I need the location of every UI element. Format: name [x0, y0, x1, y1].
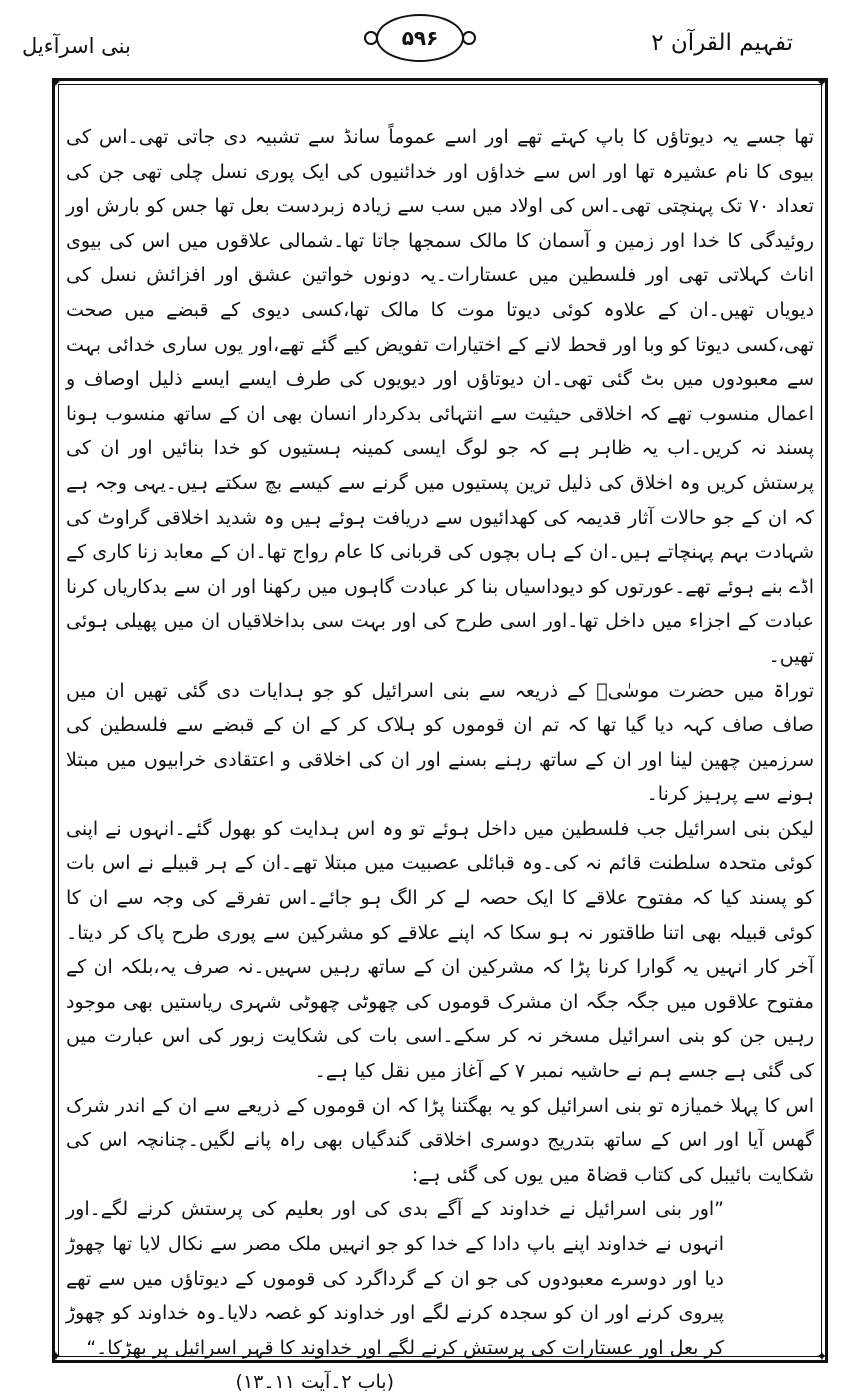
paragraph: لیکن بنی اسرائیل جب فلسطین میں داخل ہوئے تو وہ اس ہدایت کو بھول گئے۔انہوں نے اپنی کوئی متحدہ سلطنت قائم نہ کی۔وہ قبائلی عصبیت میں مبتلا تھے۔ان کے ہر قبیلے نے اس بات کو پسند کیا کہ مفتوح علاقے کا ایک حصہ لے کر الگ ہو جائے۔اس تفرقے کی وجہ سے ان کا کوئی قبیلہ بھی اتنا طاقتور نہ ہو سکا کہ اپنے علاقے کو مشرکین سے پوری طرح پاک کر دیتا۔آخر کار انہیں یہ گوارا کرنا پڑا کہ مشرکین ان کے ساتھ رہیں سہیں۔نہ صرف یہ،بلکہ ان کے مفتوح علاقوں میں جگہ جگہ ان مشرک قوموں کی چھوٹی چھوٹی شہری ریاستیں بھی موجود رہیں جن کو بنی اسرائیل مسخر نہ کر سکے۔اسی بات کی شکایت زبور کی اس عبارت میں کی گئی ہے جسے ہم نے حاشیہ نمبر ۷ کے آغاز میں نقل کیا ہے۔ — [66, 817, 814, 1083]
book-title: تفہیم القرآن ۲ — [651, 30, 793, 56]
page-number: ۵۹۶ — [401, 26, 439, 50]
surah-title: بنی اسرآءیل — [22, 34, 131, 58]
corner-ornament-icon: ✦ — [816, 1349, 828, 1365]
page-header — [0, 0, 853, 70]
paragraph: توراۃ میں حضرت موسٰیؑ کے ذریعہ سے بنی اسرائیل کو جو ہدایات دی گئی تھیں ان میں صاف صاف کہہ دیا گیا تھا کہ تم ان قوموں کو ہلاک کر کے ان کے قبضے سے فلسطین کی سرزمین چھین لینا اور ان کے ساتھ رہنے بسنے اور ان کی اخلاقی و اعتقادی خرابیوں میں مبتلا ہونے سے پرہیز کرنا۔ — [66, 679, 814, 806]
corner-ornament-icon: ✦ — [50, 75, 62, 91]
main-text — [66, 120, 814, 1400]
bible-quote: ”اور بنی اسرائیل نے خداوند کے آگے بدی کی اور بعلیم کی پرستش کرنے لگے۔اور انہوں نے خداوند اپنے باپ دادا کے خدا کو جو انہیں ملک مصر سے نکال لایا تھا چھوڑ دیا اور دوسرے معبودوں کی جو ان کے گرداگرد کی قوموں کے دیوتاؤں میں سے تھے پیروی کرنے اور ان کو سجدہ کرنے لگے اور خداوند کو غصہ دلایا۔وہ خداوند کو چھوڑ کر بعل اور عستارات کی پرستش کرنے لگے اور خداوند کا قہر اسرائیل پر بھڑکا۔“ — [66, 1198, 724, 1359]
corner-ornament-icon: ✦ — [816, 75, 828, 91]
corner-ornament-icon: ✦ — [50, 1349, 62, 1365]
page-number-badge — [376, 14, 464, 62]
paragraph: اس کا پہلا خمیازہ تو بنی اسرائیل کو یہ بھگتنا پڑا کہ ان قوموں کے ذریعے سے ان کے اندر شرک گھس آیا اور اس کے ساتھ بتدریج دوسری اخلاقی گندگیاں بھی راہ پانے لگیں۔چنانچہ اس کی شکایت بائیبل کی کتاب قضاۃ میں یوں کی گئی ہے: — [66, 1094, 814, 1186]
quote-reference: (باب ۲۔آیت ۱۱۔۱۳) — [235, 1371, 394, 1394]
paragraph: تھا جسے یہ دیوتاؤں کا باپ کہتے تھے اور اسے عموماً سانڈ سے تشبیہ دی جاتی تھی۔اس کی بیوی کا نام عشیرہ تھا اور اس سے خداؤں اور خدائنیوں کی ایک پوری نسل چلی تھی جن کی تعداد ۷۰ تک پہنچتی تھی۔اس کی اولاد میں سب سے زیادہ زبردست بعل تھا جس کو بارش اور روئیدگی کا خدا اور زمین و آسمان کا مالک سمجھا جاتا تھا۔شمالی علاقوں میں اس کی بیوی اناث کہلاتی تھی اور فلسطین میں عستارات۔یہ دونوں خواتین عشق اور افزائش نسل کی دیویاں تھیں۔ان کے علاوہ کوئی دیوتا موت کا مالک تھا،کسی دیوی کے قبضے میں صحت تھی،کسی دیوتا کو وبا اور قحط لانے کے اختیارات تفویض کیے گئے تھے،اور یوں ساری خدائی بہت سے معبودوں میں بٹ گئی تھی۔ان دیوتاؤں اور دیویوں کی طرف ایسے ایسے ذلیل اوصاف و اعمال منسوب تھے کہ اخلاقی حیثیت سے انتہائی بدکردار انسان بھی ان کے ساتھ منسوب ہونا پسند نہ کریں۔اب یہ ظاہر ہے کہ جو لوگ ایسی کمینہ ہستیوں کو خدا بنائیں اور ان کی پرستش کریں وہ اخلاق کی ذلیل ترین پستیوں میں گرنے سے کیسے بچ سکتے ہیں۔یہی وجہ ہے کہ ان کے جو حالات آثار قدیمہ کی کھدائیوں سے دریافت ہوئے ہیں وہ شدید اخلاقی گراوٹ کی شہادت بہم پہنچاتے ہیں۔ان کے ہاں بچوں کی قربانی کا عام رواج تھا۔ان کے معابد زنا کاری کے اڈے بنے ہوئے تھے۔عورتوں کو دیوداسیاں بنا کر عبادت گاہوں میں رکھنا اور ان سے بدکاریاں کرنا عبادت کے اجزاء میں داخل تھا۔اور اسی طرح کی اور بہت سی بداخلاقیاں ان میں پھیلی ہوئی تھیں۔ — [66, 126, 814, 667]
